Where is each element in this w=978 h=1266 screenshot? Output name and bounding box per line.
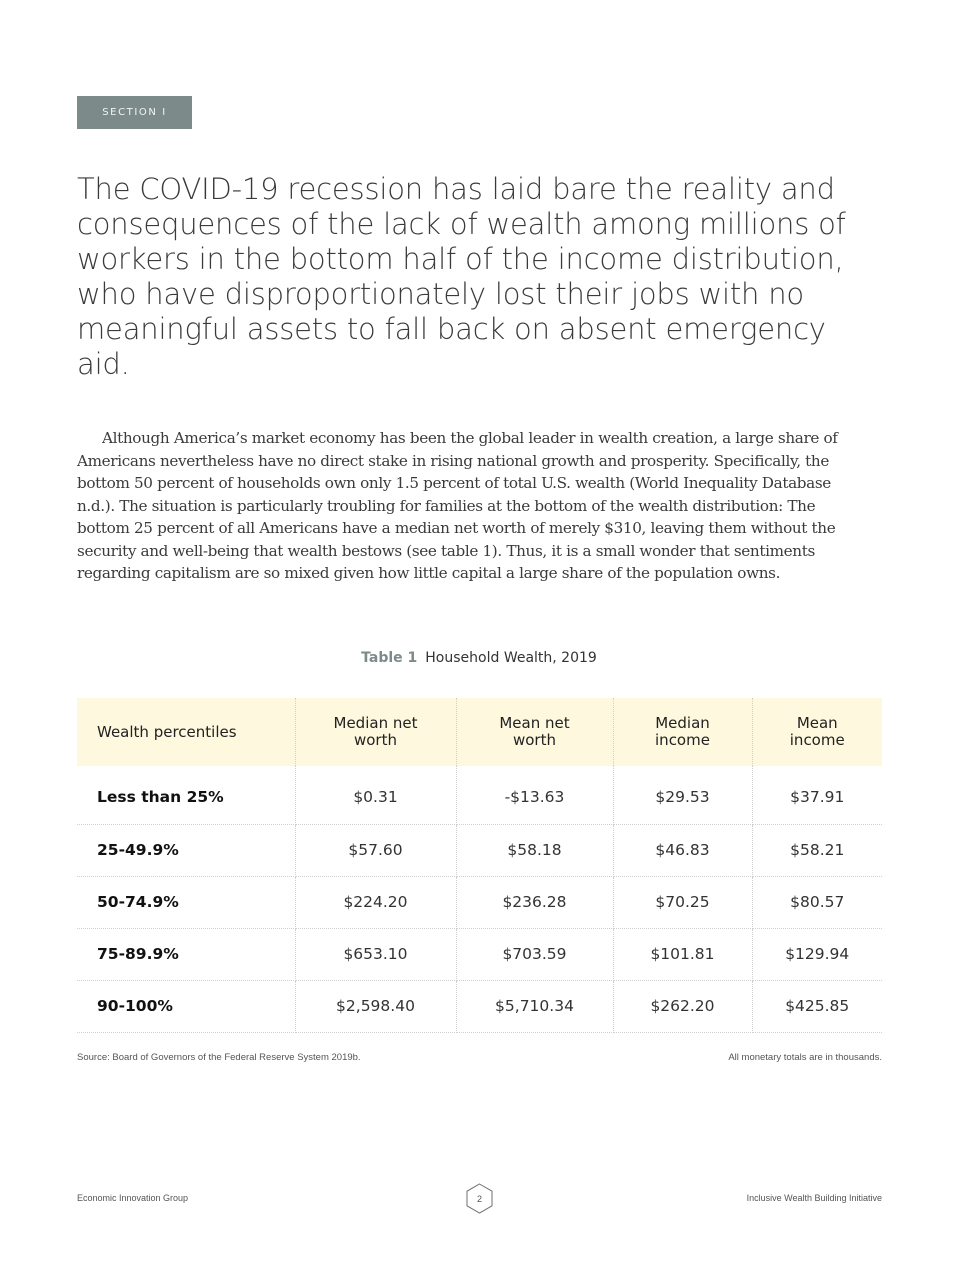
cell-median-income: $46.83 — [613, 824, 752, 876]
cell-median-net-worth: $2,598.40 — [295, 980, 456, 1032]
cell-mean-net-worth: -$13.63 — [456, 766, 613, 824]
cell-mean-net-worth: $236.28 — [456, 876, 613, 928]
footer-organization: Economic Innovation Group — [77, 1193, 189, 1203]
page-number-badge — [466, 1183, 493, 1214]
cell-mean-net-worth: $58.18 — [456, 824, 613, 876]
cell-median-net-worth: $653.10 — [295, 928, 456, 980]
table-caption — [0, 650, 958, 666]
row-label: 90-100% — [77, 980, 295, 1032]
page-headline: The COVID-19 recession has laid bare the reality and consequences of the lack of wealth among millions of workers in the bottom half of the income distribution, who have disproportionately lost their jobs with no meaningful assets to fall back on absent emergency aid. — [77, 172, 846, 381]
table-row — [77, 928, 882, 980]
row-label: 75-89.9% — [77, 928, 295, 980]
footer-initiative: Inclusive Wealth Building Initiative — [746, 1193, 882, 1203]
cell-median-net-worth: $57.60 — [295, 824, 456, 876]
table-row — [77, 876, 882, 928]
page-number: 2 — [476, 1193, 482, 1204]
cell-mean-income: $80.57 — [752, 876, 882, 928]
cell-mean-net-worth: $703.59 — [456, 928, 613, 980]
cell-median-income: $70.25 — [613, 876, 752, 928]
table-row — [77, 824, 882, 876]
row-label: Less than 25% — [77, 766, 295, 824]
cell-median-net-worth: $224.20 — [295, 876, 456, 928]
cell-mean-income: $129.94 — [752, 928, 882, 980]
table-caption-title: Household Wealth, 2019 — [425, 650, 597, 666]
table-row — [77, 766, 882, 824]
table-header-row — [77, 698, 882, 766]
header-wealth-percentiles: Wealth percentiles — [77, 698, 295, 766]
header-mean-net-worth: Mean net worth — [456, 698, 613, 766]
header-median-income: Median income — [613, 698, 752, 766]
cell-median-income: $262.20 — [613, 980, 752, 1032]
table-source-note: Source: Board of Governors of the Federal Reserve System 2019b. — [77, 1052, 361, 1063]
cell-median-income: $101.81 — [613, 928, 752, 980]
cell-median-income: $29.53 — [613, 766, 752, 824]
cell-mean-net-worth: $5,710.34 — [456, 980, 613, 1032]
body-paragraph: Although America’s market economy has been the global leader in wealth creation, a large share of Americans nevertheless have no direct stake in rising national growth and prosperity. Specifically, the bottom 50 percent of households own only 1.5 percent of total U.S. wealth (World Inequality Database n.d.). The situation is particularly troubling for families at the bottom of the wealth distribution: The bottom 25 percent of all Americans have a median net worth of merely $310, leaving them without the security and well-being that wealth bestows (see table 1). Thus, it is a small wonder that sentiments regarding capitalism are so mixed given how little capital a large share of the population owns. — [77, 429, 838, 582]
row-label: 25-49.9% — [77, 824, 295, 876]
table-caption-number: Table 1 — [361, 650, 418, 666]
cell-median-net-worth: $0.31 — [295, 766, 456, 824]
cell-mean-income: $37.91 — [752, 766, 882, 824]
table-units-note: All monetary totals are in thousands. — [728, 1052, 882, 1063]
header-median-net-worth: Median net worth — [295, 698, 456, 766]
header-mean-income: Mean income — [752, 698, 882, 766]
table-row — [77, 980, 882, 1032]
cell-mean-income: $425.85 — [752, 980, 882, 1032]
household-wealth-table — [77, 698, 882, 1033]
cell-mean-income: $58.21 — [752, 824, 882, 876]
row-label: 50-74.9% — [77, 876, 295, 928]
section-tag: SECTION I — [77, 96, 192, 129]
